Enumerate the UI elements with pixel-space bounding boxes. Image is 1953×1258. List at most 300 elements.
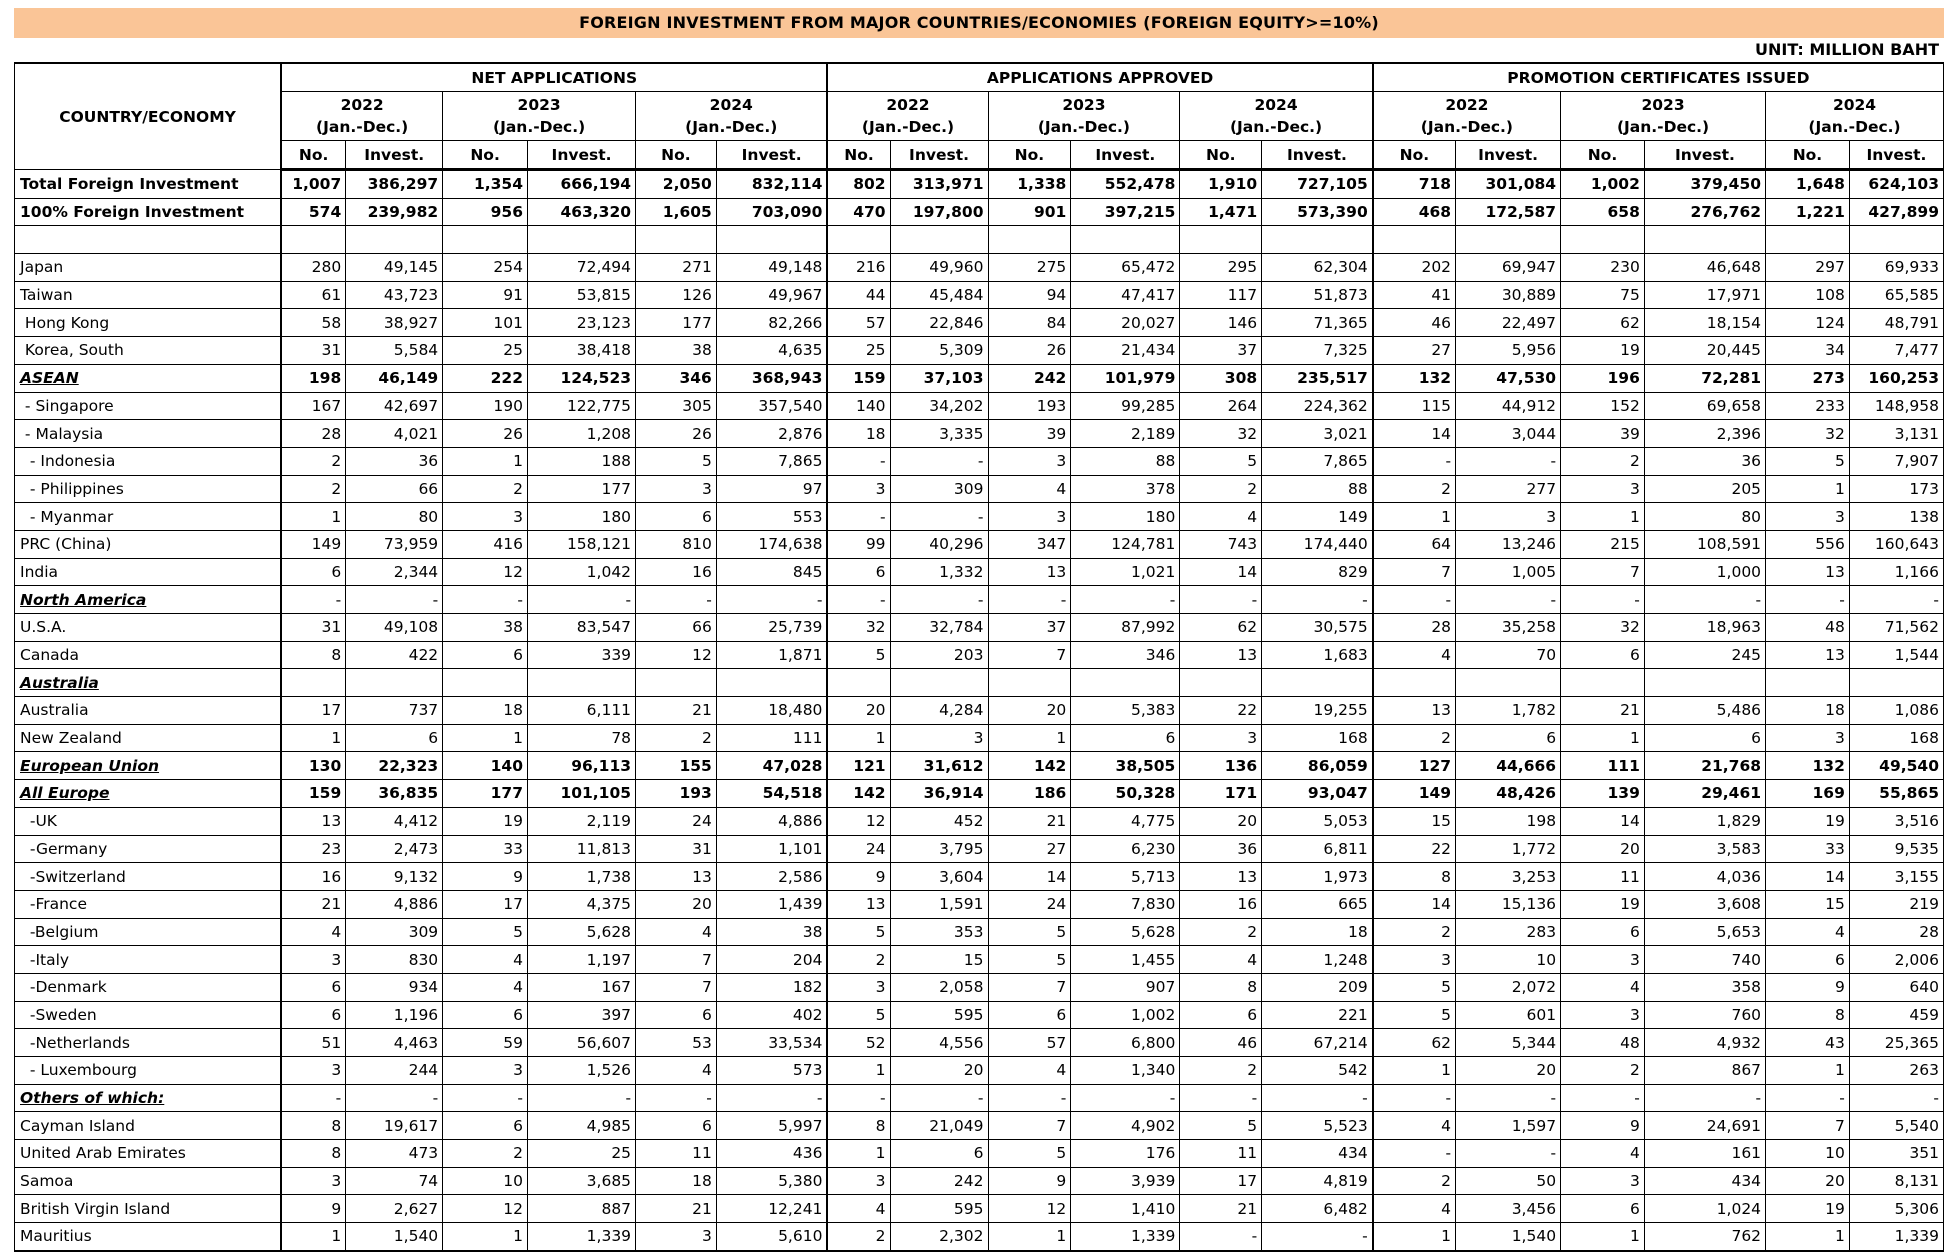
table-row	[15, 1112, 1944, 1140]
investment-cell: 1,540	[1456, 1223, 1561, 1251]
table-row	[15, 1001, 1944, 1029]
year-header	[281, 92, 443, 141]
group-header-net-applications: NET APPLICATIONS	[281, 63, 827, 92]
investment-cell: 434	[1262, 1140, 1373, 1168]
investment-cell: -	[1644, 586, 1765, 614]
count-cell: 62	[1180, 614, 1262, 642]
country-name: Korea, South	[20, 341, 124, 360]
investment-cell	[1456, 226, 1561, 254]
investment-cell: 397,215	[1071, 198, 1180, 226]
count-cell: 233	[1766, 392, 1850, 420]
count-cell: 3	[443, 1057, 528, 1085]
investment-cell: 1,782	[1456, 697, 1561, 725]
investment-cell: 1,540	[346, 1223, 443, 1251]
investment-cell: 15	[890, 946, 988, 974]
investment-cell: 346	[1071, 641, 1180, 669]
count-cell: 57	[988, 1029, 1071, 1057]
country-name: All Europe	[20, 784, 110, 803]
investment-cell: 44,666	[1456, 752, 1561, 780]
investment-cell: 69,658	[1644, 392, 1765, 420]
investment-cell: 33,534	[716, 1029, 827, 1057]
count-cell: 149	[281, 530, 346, 558]
count-cell: 142	[827, 780, 890, 808]
count-cell: 7	[988, 641, 1071, 669]
count-cell: 190	[443, 392, 528, 420]
count-cell: 3	[443, 503, 528, 531]
count-cell: 17	[281, 697, 346, 725]
count-cell: -	[827, 447, 890, 475]
year-header	[827, 92, 988, 141]
period-label: (Jan.-Dec.)	[1229, 118, 1323, 136]
investment-cell: -	[890, 503, 988, 531]
count-cell: 16	[636, 558, 717, 586]
count-cell	[827, 669, 890, 697]
count-cell: 48	[1561, 1029, 1645, 1057]
count-cell: 13	[636, 863, 717, 891]
table-row	[15, 614, 1944, 642]
count-cell	[1180, 226, 1262, 254]
count-cell: 7	[1766, 1112, 1850, 1140]
invest-column-header: Invest.	[1456, 141, 1561, 170]
country-name: - Myanmar	[20, 507, 114, 526]
no-column-header: No.	[1561, 141, 1645, 170]
investment-cell: 6,482	[1262, 1195, 1373, 1223]
count-cell: 1	[281, 1223, 346, 1251]
count-cell: 4	[1561, 1140, 1645, 1168]
table-row	[15, 309, 1944, 337]
table-body	[15, 170, 1944, 1251]
count-cell: 5	[443, 918, 528, 946]
count-cell: -	[1180, 586, 1262, 614]
count-cell: 22	[1373, 835, 1456, 863]
investment-cell: 88	[1071, 447, 1180, 475]
investment-cell: 69,947	[1456, 254, 1561, 282]
count-cell: 8	[281, 1112, 346, 1140]
investment-cell: 35,258	[1456, 614, 1561, 642]
count-cell	[443, 226, 528, 254]
count-cell: 718	[1373, 170, 1456, 199]
country-cell	[15, 281, 282, 309]
investment-cell: 177	[528, 475, 636, 503]
count-cell: 14	[1766, 863, 1850, 891]
investment-cell: 1,683	[1262, 641, 1373, 669]
period-label: (Jan.-Dec.)	[861, 118, 955, 136]
count-cell: 6	[443, 641, 528, 669]
investment-cell: 78	[528, 724, 636, 752]
country-cell	[15, 1084, 282, 1112]
investment-cell: 25	[528, 1140, 636, 1168]
investment-cell: 235,517	[1262, 364, 1373, 392]
count-cell: 13	[1180, 641, 1262, 669]
investment-cell: 5,486	[1644, 697, 1765, 725]
investment-cell: 2,189	[1071, 420, 1180, 448]
count-cell: 6	[636, 1001, 717, 1029]
count-cell: 12	[443, 558, 528, 586]
investment-cell: -	[1071, 1084, 1180, 1112]
investment-cell: 640	[1849, 973, 1943, 1001]
investment-cell: 12,241	[716, 1195, 827, 1223]
investment-cell: 5,628	[528, 918, 636, 946]
investment-cell: 93,047	[1262, 780, 1373, 808]
country-cell	[15, 724, 282, 752]
count-cell: 121	[827, 752, 890, 780]
count-cell: 84	[988, 309, 1071, 337]
investment-cell: 45,484	[890, 281, 988, 309]
count-cell: -	[1561, 1084, 1645, 1112]
investment-cell: 244	[346, 1057, 443, 1085]
investment-cell: 7,325	[1262, 337, 1373, 365]
count-cell: 7	[636, 946, 717, 974]
country-name: 100% Foreign Investment	[20, 203, 245, 222]
table-row	[15, 170, 1944, 199]
table-row	[15, 226, 1944, 254]
year-header	[1766, 92, 1944, 141]
count-cell: 20	[988, 697, 1071, 725]
investment-cell	[1849, 226, 1943, 254]
country-name: ASEAN	[20, 369, 79, 388]
investment-cell: -	[716, 1084, 827, 1112]
investment-cell: -	[1456, 1084, 1561, 1112]
investment-cell: 168	[1262, 724, 1373, 752]
investment-cell: 18	[1262, 918, 1373, 946]
investment-cell: 3,131	[1849, 420, 1943, 448]
count-cell: 2	[443, 475, 528, 503]
country-name: - Luxembourg	[20, 1061, 137, 1080]
count-cell	[827, 226, 890, 254]
country-name: -Denmark	[20, 978, 107, 997]
investment-cell	[346, 669, 443, 697]
investment-cell: -	[1849, 1084, 1943, 1112]
count-cell: 13	[1766, 558, 1850, 586]
count-cell: 3	[1766, 724, 1850, 752]
table-row	[15, 752, 1944, 780]
country-name: Canada	[20, 646, 79, 665]
investment-cell: 32,784	[890, 614, 988, 642]
investment-cell: 368,943	[716, 364, 827, 392]
investment-cell: 3,795	[890, 835, 988, 863]
investment-table	[14, 62, 1944, 1252]
count-cell: 14	[1373, 890, 1456, 918]
investment-cell: 3,456	[1456, 1195, 1561, 1223]
investment-cell: 845	[716, 558, 827, 586]
investment-cell: 7,865	[1262, 447, 1373, 475]
count-cell: 28	[281, 420, 346, 448]
no-column-header: No.	[1180, 141, 1262, 170]
investment-cell: 1,339	[528, 1223, 636, 1251]
count-cell	[281, 669, 346, 697]
investment-cell: -	[1262, 586, 1373, 614]
count-cell: 468	[1373, 198, 1456, 226]
country-cell	[15, 835, 282, 863]
count-cell: 7	[988, 1112, 1071, 1140]
count-cell: 658	[1561, 198, 1645, 226]
investment-cell: 4,463	[346, 1029, 443, 1057]
investment-cell: 219	[1849, 890, 1943, 918]
count-cell: 17	[1180, 1167, 1262, 1195]
investment-cell: 38,418	[528, 337, 636, 365]
investment-cell: 573,390	[1262, 198, 1373, 226]
investment-cell: 4,886	[346, 890, 443, 918]
invest-column-header: Invest.	[1262, 141, 1373, 170]
count-cell: 8	[281, 1140, 346, 1168]
table-row	[15, 807, 1944, 835]
count-cell: 6	[827, 558, 890, 586]
count-cell: 6	[443, 1112, 528, 1140]
count-cell: 416	[443, 530, 528, 558]
investment-cell: 552,478	[1071, 170, 1180, 199]
table-row	[15, 1140, 1944, 1168]
count-cell: 5	[827, 1001, 890, 1029]
count-cell: 155	[636, 752, 717, 780]
count-cell: 3	[827, 475, 890, 503]
investment-cell: 3	[890, 724, 988, 752]
count-cell: 5	[1180, 1112, 1262, 1140]
count-cell: 1	[827, 1057, 890, 1085]
investment-cell: 37,103	[890, 364, 988, 392]
investment-cell: 5,523	[1262, 1112, 1373, 1140]
no-column-header: No.	[1766, 141, 1850, 170]
count-cell: 111	[1561, 752, 1645, 780]
investment-cell: 4,932	[1644, 1029, 1765, 1057]
no-column-header: No.	[443, 141, 528, 170]
investment-cell: 4,635	[716, 337, 827, 365]
count-cell: 62	[1561, 309, 1645, 337]
invest-column-header: Invest.	[528, 141, 636, 170]
count-cell: 5	[636, 447, 717, 475]
count-cell: 75	[1561, 281, 1645, 309]
investment-cell: 10	[1456, 946, 1561, 974]
count-cell: 13	[827, 890, 890, 918]
count-cell: 1	[1766, 1223, 1850, 1251]
count-cell: 15	[1373, 807, 1456, 835]
investment-cell: 3,155	[1849, 863, 1943, 891]
investment-cell: 53,815	[528, 281, 636, 309]
count-cell: -	[1180, 1084, 1262, 1112]
count-cell: 2	[1373, 918, 1456, 946]
count-cell: 140	[443, 752, 528, 780]
investment-cell: 542	[1262, 1057, 1373, 1085]
country-name: -Belgium	[20, 922, 99, 941]
count-cell: 24	[827, 835, 890, 863]
investment-cell	[1644, 669, 1765, 697]
investment-cell: 18,154	[1644, 309, 1765, 337]
count-cell: 51	[281, 1029, 346, 1057]
count-cell: 26	[443, 420, 528, 448]
country-cell	[15, 1223, 282, 1251]
investment-cell: 6	[346, 724, 443, 752]
count-cell: 91	[443, 281, 528, 309]
count-cell: 8	[1373, 863, 1456, 891]
count-cell: 39	[988, 420, 1071, 448]
investment-cell: 40,296	[890, 530, 988, 558]
investment-cell: 11,813	[528, 835, 636, 863]
country-cell	[15, 530, 282, 558]
count-cell: 11	[1180, 1140, 1262, 1168]
count-cell: 4	[281, 918, 346, 946]
investment-cell: 2,876	[716, 420, 827, 448]
investment-cell: 1,973	[1262, 863, 1373, 891]
year-header	[1180, 92, 1373, 141]
investment-cell	[1644, 226, 1765, 254]
count-cell: 1	[1373, 1057, 1456, 1085]
count-cell: 6	[443, 1001, 528, 1029]
count-cell: 202	[1373, 254, 1456, 282]
count-cell: 25	[443, 337, 528, 365]
year-header	[988, 92, 1180, 141]
investment-cell: 15,136	[1456, 890, 1561, 918]
count-cell: 222	[443, 364, 528, 392]
no-column-header: No.	[281, 141, 346, 170]
investment-cell: 209	[1262, 973, 1373, 1001]
country-name: - Philippines	[20, 479, 124, 498]
investment-cell	[1849, 669, 1943, 697]
count-cell: 8	[1180, 973, 1262, 1001]
investment-cell: 65,472	[1071, 254, 1180, 282]
count-cell: 3	[281, 1057, 346, 1085]
period-label: (Jan.-Dec.)	[1420, 118, 1514, 136]
invest-column-header: Invest.	[1071, 141, 1180, 170]
count-cell	[1373, 669, 1456, 697]
report-title: FOREIGN INVESTMENT FROM MAJOR COUNTRIES/ECONOMIES (FOREIGN EQUITY>=10%)	[14, 8, 1944, 38]
count-cell: 140	[827, 392, 890, 420]
investment-cell	[1071, 226, 1180, 254]
table-row	[15, 530, 1944, 558]
investment-cell: 188	[528, 447, 636, 475]
count-cell	[443, 669, 528, 697]
investment-cell: 72,281	[1644, 364, 1765, 392]
investment-cell: 7,477	[1849, 337, 1943, 365]
investment-cell: 737	[346, 697, 443, 725]
investment-cell: 47,028	[716, 752, 827, 780]
count-cell: 38	[636, 337, 717, 365]
country-name: Cayman Island	[20, 1116, 135, 1135]
table-row	[15, 337, 1944, 365]
no-column-header: No.	[988, 141, 1071, 170]
investment-cell: 1,455	[1071, 946, 1180, 974]
count-cell: 198	[281, 364, 346, 392]
investment-cell	[1071, 669, 1180, 697]
year-label: 2024	[709, 96, 753, 114]
investment-cell: 553	[716, 503, 827, 531]
investment-cell: 4,412	[346, 807, 443, 835]
count-cell	[1766, 669, 1850, 697]
investment-cell: 378	[1071, 475, 1180, 503]
country-cell	[15, 807, 282, 835]
count-cell: 3	[988, 447, 1071, 475]
investment-cell: 2,302	[890, 1223, 988, 1251]
investment-cell: 19,617	[346, 1112, 443, 1140]
count-cell: 273	[1766, 364, 1850, 392]
count-cell: 94	[988, 281, 1071, 309]
investment-cell: 66	[346, 475, 443, 503]
investment-cell: 934	[346, 973, 443, 1001]
count-cell: 21	[636, 1195, 717, 1223]
country-cell	[15, 669, 282, 697]
investment-cell: 13,246	[1456, 530, 1561, 558]
count-cell: 136	[1180, 752, 1262, 780]
count-cell: 11	[636, 1140, 717, 1168]
no-column-header: No.	[636, 141, 717, 170]
investment-cell: 2,586	[716, 863, 827, 891]
count-cell: 215	[1561, 530, 1645, 558]
count-cell: 12	[988, 1195, 1071, 1223]
investment-cell: 49,145	[346, 254, 443, 282]
investment-cell: 180	[1071, 503, 1180, 531]
table-row	[15, 890, 1944, 918]
count-cell: 2	[636, 724, 717, 752]
count-cell: -	[281, 1084, 346, 1112]
count-cell: 2	[1561, 447, 1645, 475]
year-label: 2022	[886, 96, 930, 114]
country-name: Others of which:	[20, 1089, 165, 1108]
count-cell: 7	[988, 973, 1071, 1001]
count-cell: 7	[1561, 558, 1645, 586]
country-name: U.S.A.	[20, 618, 67, 637]
investment-cell: 829	[1262, 558, 1373, 586]
count-cell: 53	[636, 1029, 717, 1057]
investment-cell: 25,739	[716, 614, 827, 642]
table-row	[15, 973, 1944, 1001]
count-cell: 4	[827, 1195, 890, 1223]
count-cell: 44	[827, 281, 890, 309]
investment-cell: 4,819	[1262, 1167, 1373, 1195]
investment-cell: 8,131	[1849, 1167, 1943, 1195]
count-cell: 8	[281, 641, 346, 669]
investment-cell: 34,202	[890, 392, 988, 420]
investment-cell: 339	[528, 641, 636, 669]
count-cell: 31	[281, 614, 346, 642]
investment-cell: -	[890, 447, 988, 475]
investment-cell: 49,540	[1849, 752, 1943, 780]
count-cell: 1,338	[988, 170, 1071, 199]
count-cell: -	[827, 586, 890, 614]
country-cell	[15, 1057, 282, 1085]
investment-cell: 703,090	[716, 198, 827, 226]
investment-cell: 5,584	[346, 337, 443, 365]
count-cell: 1	[1561, 724, 1645, 752]
country-cell	[15, 392, 282, 420]
count-cell: -	[827, 1084, 890, 1112]
count-cell: 33	[443, 835, 528, 863]
investment-cell: 1,000	[1644, 558, 1765, 586]
unit-label: UNIT: MILLION BAHT	[1754, 40, 1939, 59]
country-name: -France	[20, 895, 87, 914]
invest-column-header: Invest.	[890, 141, 988, 170]
investment-cell: 70	[1456, 641, 1561, 669]
count-cell: 146	[1180, 309, 1262, 337]
investment-cell: 452	[890, 807, 988, 835]
count-cell: -	[1766, 586, 1850, 614]
investment-cell: 46,149	[346, 364, 443, 392]
investment-cell: 4,284	[890, 697, 988, 725]
count-cell: 149	[1373, 780, 1456, 808]
count-cell: 20	[1180, 807, 1262, 835]
country-cell	[15, 364, 282, 392]
table-row	[15, 835, 1944, 863]
count-cell: 5	[988, 918, 1071, 946]
investment-cell: 1,196	[346, 1001, 443, 1029]
country-cell	[15, 752, 282, 780]
investment-cell: 42,697	[346, 392, 443, 420]
period-label: (Jan.-Dec.)	[1037, 118, 1131, 136]
investment-cell: 203	[890, 641, 988, 669]
investment-cell: -	[1262, 1223, 1373, 1251]
count-cell: 20	[1561, 835, 1645, 863]
country-name: North America	[20, 590, 147, 609]
count-cell	[988, 226, 1071, 254]
investment-cell: 49,967	[716, 281, 827, 309]
count-cell: 127	[1373, 752, 1456, 780]
